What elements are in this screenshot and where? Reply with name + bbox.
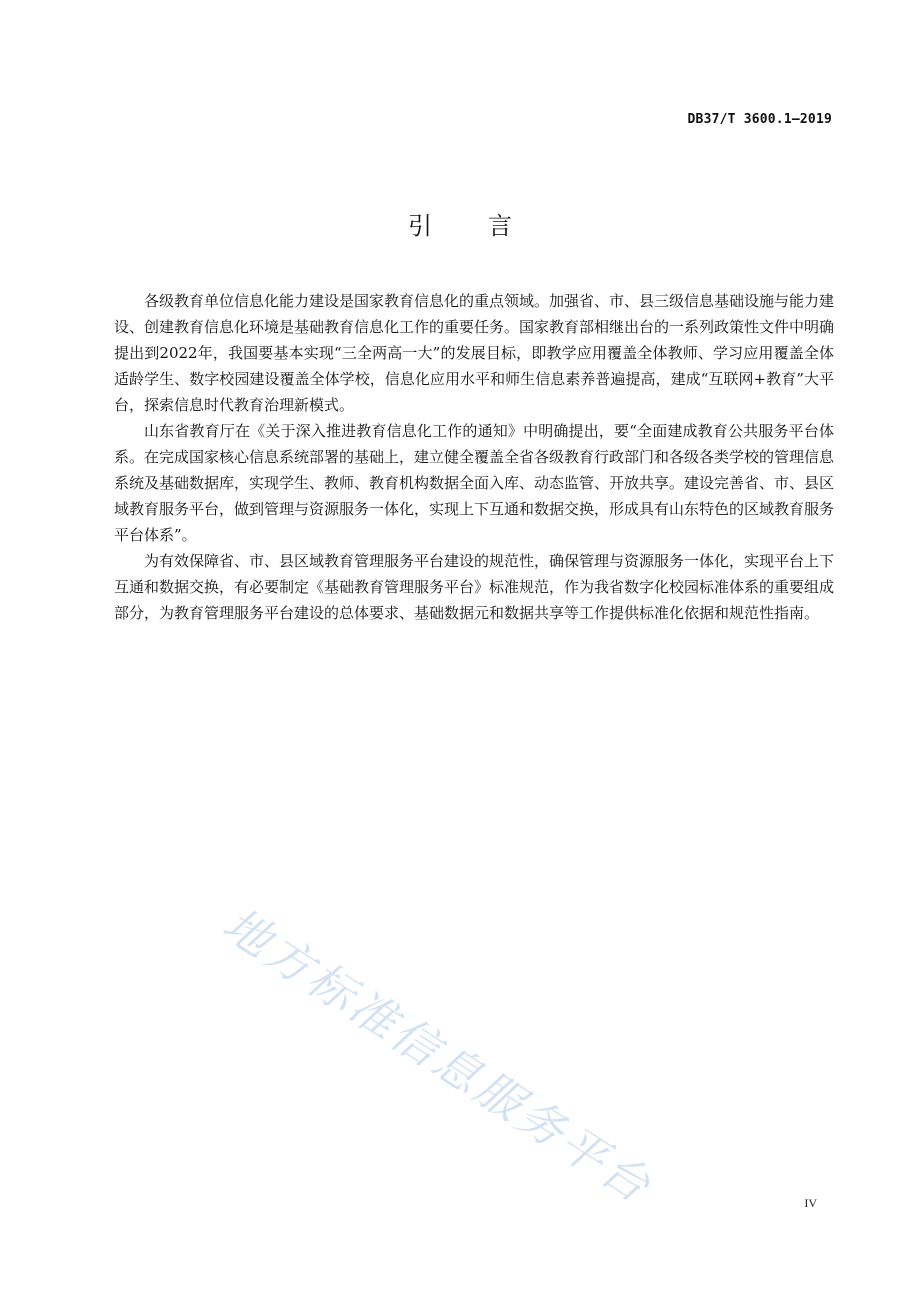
paragraph-1: 各级教育单位信息化能力建设是国家教育信息化的重点领域。加强省、市、县三级信息基础设施与能力建设、创建教育信息化环境是基础教育信息化工作的重要任务。国家教育部相继出台的一系列政策性文件中明确提出到2022年，我国要基本实现“三全两高一大”的发展目标，即教学应用覆盖全体教师、学习应用覆盖全体适龄学生、数字校园建设覆盖全体学校，信息化应用水平和师生信息素养普遍提高，建成“互联网+教育”大平台，探索信息时代教育治理新模式。: [114, 292, 835, 414]
watermark: 地方标准信息服务平台: [213, 896, 663, 1215]
paragraph-3: 为有效保障省、市、县区域教育管理服务平台建设的规范性，确保管理与资源服务一体化，实现平台上下互通和数据交换，有必要制定《基础教育管理服务平台》标准规范，作为我省数字化校园标准体系的重要组成部分，为教育管理服务平台建设的总体要求、基础数据元和数据共享等工作提供标准化依据和规范性指南。: [114, 552, 835, 622]
document-code: DB37/T 3600.1—2019: [687, 112, 832, 127]
page-title: 引言: [408, 212, 568, 240]
body-text: [114, 288, 834, 626]
paragraph-2: 山东省教育厅在《关于深入推进教育信息化工作的通知》中明确提出，要“全面建成教育公共服务平台体系。在完成国家核心信息系统部署的基础上，建立健全覆盖全省各级教育行政部门和各级各类学校的管理信息系统及基础数据库，实现学生、教师、教育机构数据全面入库、动态监管、开放共享。建设完善省、市、县区域教育服务平台，做到管理与资源服务一体化，实现上下互通和数据交换，形成具有山东特色的区域教育服务平台体系”。: [114, 422, 835, 544]
page-number: IV: [804, 1196, 817, 1210]
